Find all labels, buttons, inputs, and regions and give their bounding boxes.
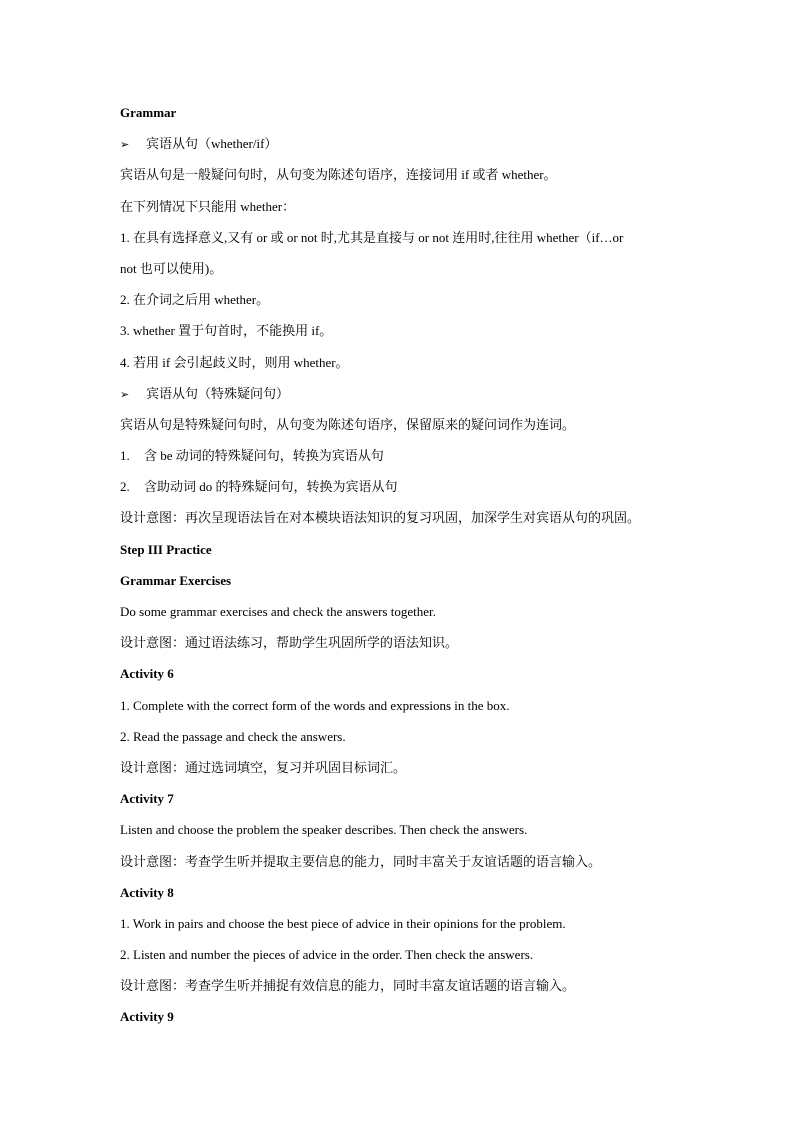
bullet-item-object-clause-whether-if bbox=[120, 128, 680, 159]
item-number: 2. bbox=[120, 479, 130, 495]
numbered-item: 2. Listen and number the pieces of advice in the order. Then check the answers. bbox=[120, 947, 534, 963]
numbered-item-continuation: not 也可以使用)。 bbox=[120, 260, 223, 276]
design-intent: 设计意图：考查学生听并捕捉有效信息的能力，同时丰富友谊话题的语言输入。 bbox=[120, 978, 576, 994]
numbered-item bbox=[120, 471, 680, 502]
numbered-item: 1. Work in pairs and choose the best piece of advice in their opinions for the problem. bbox=[120, 915, 566, 931]
subheading-grammar-exercises: Grammar Exercises bbox=[120, 572, 232, 588]
section-heading-grammar: Grammar bbox=[120, 105, 177, 120]
subheading-activity-7: Activity 7 bbox=[120, 791, 174, 807]
arrow-bullet-icon: ➢ bbox=[120, 388, 130, 401]
numbered-item: 1. 在具有选择意义,又有 or 或 or not 时,尤其是直接与 or not 连用时,往往用 whether（if…or bbox=[120, 229, 624, 245]
item-number: 1. bbox=[120, 448, 130, 464]
subheading-activity-6: Activity 6 bbox=[120, 666, 174, 682]
numbered-item: 1. Complete with the correct form of the words and expressions in the box. bbox=[120, 697, 510, 713]
paragraph: 宾语从句是一般疑问句时，从句变为陈述句语序，连接词用 if 或者 whether。 bbox=[120, 167, 557, 183]
paragraph: 宾语从句是特殊疑问句时，从句变为陈述句语序，保留原来的疑问词作为连词。 bbox=[120, 416, 576, 432]
subheading-activity-9: Activity 9 bbox=[120, 1009, 174, 1025]
numbered-item: 4. 若用 if 会引起歧义时，则用 whether。 bbox=[120, 354, 349, 370]
section-heading-step-iii: Step III Practice bbox=[120, 541, 212, 557]
design-intent: 设计意图：再次呈现语法旨在对本模块语法知识的复习巩固，加深学生对宾语从句的巩固。 bbox=[120, 510, 641, 526]
paragraph: 在下列情况下只能用 whether： bbox=[120, 198, 296, 214]
numbered-item: 3. whether 置于句首时，不能换用 if。 bbox=[120, 323, 333, 339]
document-page bbox=[120, 97, 680, 1033]
design-intent: 设计意图：通过语法练习，帮助学生巩固所学的语法知识。 bbox=[120, 635, 459, 651]
arrow-bullet-icon: ➢ bbox=[120, 139, 130, 152]
paragraph: Listen and choose the problem the speaker describes. Then check the answers. bbox=[120, 822, 528, 838]
design-intent: 设计意图：通过选词填空，复习并巩固目标词汇。 bbox=[120, 759, 407, 775]
bullet-item-object-clause-wh-question bbox=[120, 378, 680, 409]
paragraph: Do some grammar exercises and check the answers together. bbox=[120, 604, 436, 619]
numbered-item: 2. Read the passage and check the answers. bbox=[120, 728, 346, 744]
item-text: 含助动词 do 的特殊疑问句，转换为宾语从句 bbox=[144, 479, 398, 495]
bullet-text: 宾语从句（whether/if） bbox=[146, 136, 278, 152]
numbered-item: 2. 在介词之后用 whether。 bbox=[120, 292, 270, 308]
design-intent: 设计意图：考查学生听并提取主要信息的能力，同时丰富关于友谊话题的语言输入。 bbox=[120, 853, 602, 869]
subheading-activity-8: Activity 8 bbox=[120, 884, 174, 900]
bullet-text: 宾语从句（特殊疑问句） bbox=[146, 385, 290, 401]
item-text: 含 be 动词的特殊疑问句，转换为宾语从句 bbox=[144, 448, 384, 464]
numbered-item bbox=[120, 440, 680, 471]
